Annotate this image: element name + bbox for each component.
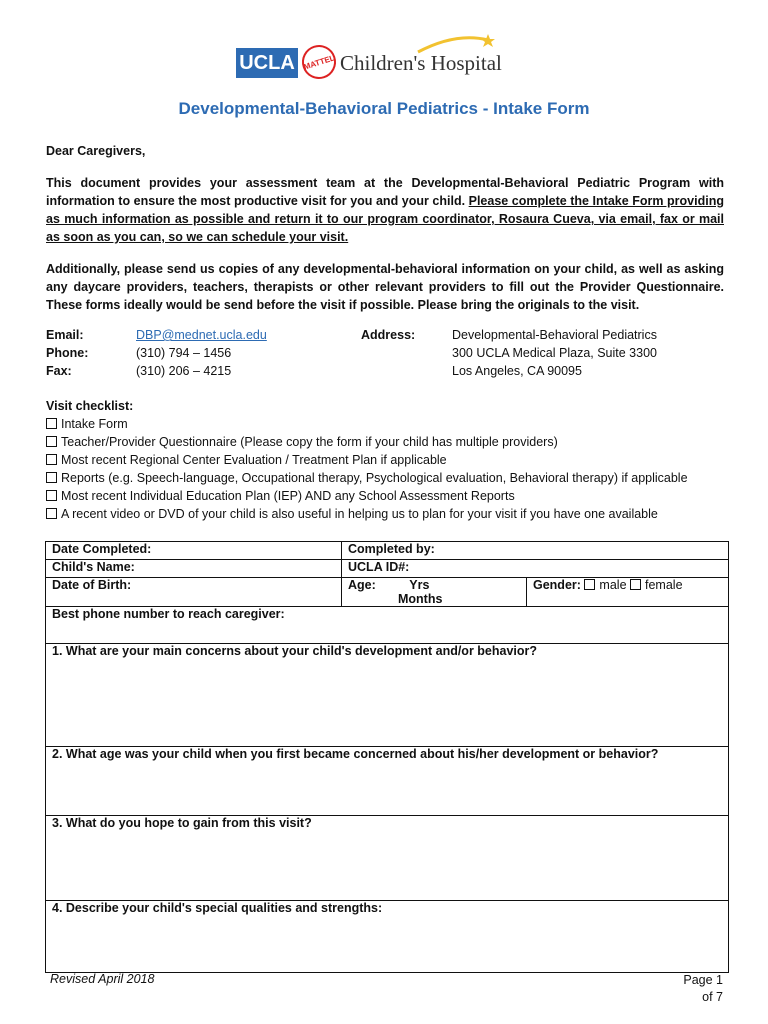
gender-label: Gender: <box>533 578 581 592</box>
checkbox-icon[interactable] <box>584 579 595 590</box>
phone-label: Phone: <box>46 346 89 360</box>
question-4[interactable]: 4. Describe your child's special qualities and strengths: <box>46 901 729 973</box>
address-line-3: Los Angeles, CA 90095 <box>452 364 582 378</box>
intro-paragraph <box>46 174 724 246</box>
checkbox-icon[interactable] <box>630 579 641 590</box>
revised-date: Revised April 2018 <box>50 972 155 986</box>
fax-value: (310) 206 – 4215 <box>136 364 232 378</box>
ucla-logo: UCLA <box>236 48 298 78</box>
date-completed-field[interactable]: Date Completed: <box>46 542 342 560</box>
female-option: female <box>645 578 683 592</box>
childs-name-field[interactable]: Child's Name: <box>46 560 342 578</box>
address-line-2: 300 UCLA Medical Plaza, Suite 3300 <box>452 346 657 360</box>
male-option: male <box>599 578 627 592</box>
dob-field[interactable]: Date of Birth: <box>46 578 342 607</box>
phone-value: (310) 794 – 1456 <box>136 346 232 360</box>
checkbox-icon[interactable] <box>46 490 57 501</box>
question-1[interactable]: 1. What are your main concerns about your child's development and/or behavior? <box>46 644 729 747</box>
checkbox-icon[interactable] <box>46 472 57 483</box>
address-line-1: Developmental-Behavioral Pediatrics <box>452 328 657 342</box>
greeting: Dear Caregivers, <box>46 144 146 158</box>
intake-form-table <box>45 541 729 973</box>
checklist-heading: Visit checklist: <box>46 399 134 413</box>
email-link[interactable]: DBP@mednet.ucla.edu <box>136 328 267 342</box>
checkbox-icon[interactable] <box>46 454 57 465</box>
checkbox-icon[interactable] <box>46 418 57 429</box>
best-phone-field[interactable]: Best phone number to reach caregiver: <box>46 607 729 644</box>
page-number <box>683 972 723 1006</box>
page-title: Developmental-Behavioral Pediatrics - Intake Form <box>178 99 590 118</box>
completed-by-field[interactable]: Completed by: <box>342 542 729 560</box>
question-3[interactable]: 3. What do you hope to gain from this visit? <box>46 816 729 901</box>
checkbox-icon[interactable] <box>46 436 57 447</box>
checklist-item: Intake Form <box>46 415 736 433</box>
hospital-name: Children's Hospital <box>340 51 502 75</box>
gender-field <box>527 578 729 607</box>
months-label: Months <box>398 592 443 606</box>
hospital-logo <box>236 44 526 84</box>
checkbox-icon[interactable] <box>46 508 57 519</box>
checklist-item: Teacher/Provider Questionnaire (Please copy the form if your child has multiple providers) <box>46 433 736 451</box>
age-field[interactable] <box>342 578 527 607</box>
page-total: of 7 <box>702 990 723 1004</box>
fax-label: Fax: <box>46 364 72 378</box>
mattel-logo: MATTEL <box>298 41 341 84</box>
checklist-item: Most recent Individual Education Plan (IEP) AND any School Assessment Reports <box>46 487 736 505</box>
visit-checklist <box>46 397 736 523</box>
ucla-id-field[interactable]: UCLA ID#: <box>342 560 729 578</box>
intro-instructions: Please complete the Intake Form providing as much information as possible and return it to our program coordinator, Rosaura Cueva, via email, fax or mail as soon as you can, so we can schedule your visit. <box>46 194 724 244</box>
address-label: Address: <box>361 328 416 342</box>
checklist-item: A recent video or DVD of your child is also useful in helping us to plan for your visit if you have one available <box>46 505 736 523</box>
email-label: Email: <box>46 328 84 342</box>
intro-text: This document provides your assessment team at the Developmental-Behavioral Pediatric Program with information to ensure the most productive visit for you and your child. <box>46 176 724 208</box>
page-label: Page 1 <box>683 973 723 987</box>
question-2[interactable]: 2. What age was your child when you first became concerned about his/her development or behavior? <box>46 747 729 816</box>
age-label: Age: <box>348 578 376 592</box>
additional-paragraph: Additionally, please send us copies of any developmental-behavioral information on your child, as well as asking any daycare providers, teachers, therapists or other relevant providers to fill out the Provider Questionnaire. These forms ideally would be send before the visit if possible. Please bring the originals to the visit. <box>46 262 724 312</box>
yrs-label: Yrs <box>409 578 430 592</box>
checklist-item: Most recent Regional Center Evaluation / Treatment Plan if applicable <box>46 451 736 469</box>
checklist-item: Reports (e.g. Speech-language, Occupational therapy, Psychological evaluation, Behavioral therapy) if applicable <box>46 469 736 487</box>
